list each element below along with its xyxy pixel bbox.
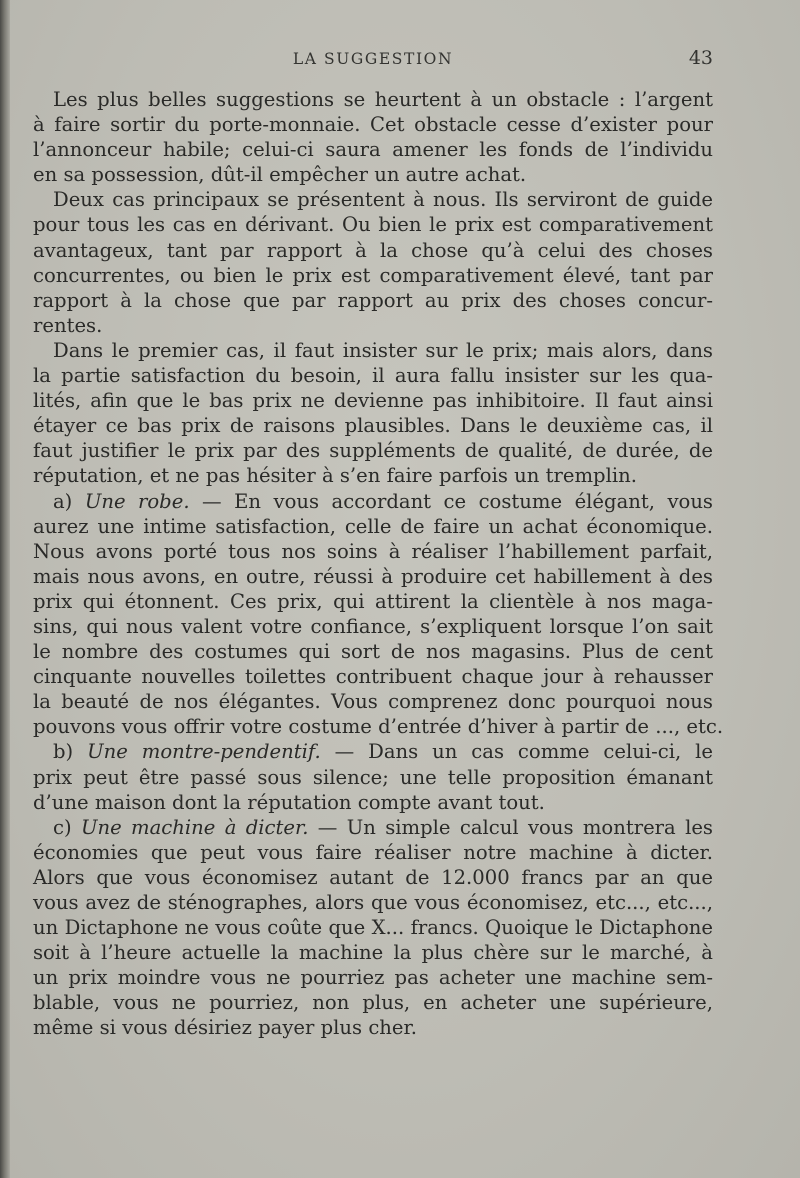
text-line xyxy=(33,739,713,764)
text-line: à faire sortir du porte-monnaie. Cet obstacle cesse d’exister pour xyxy=(33,113,713,137)
text-line: Nous avons porté tous nos soins à réaliser l’habillement parfait, xyxy=(33,539,713,563)
text-line: un Dictaphone ne vous coûte que X... francs. Quoique le Dictaphone xyxy=(33,916,713,940)
item-title: Une montre-pendentif. xyxy=(87,740,321,764)
text-line: sins, qui nous valent votre confiance, s’expliquent lorsque l’on sait xyxy=(33,614,713,638)
text-line: économies que peut vous faire réaliser notre machine à dicter. xyxy=(33,840,713,864)
item-label: a) xyxy=(53,489,73,513)
paragraph-a-robe xyxy=(33,489,724,740)
text-line: étayer ce bas prix de raisons plausibles. Dans le deuxième cas, il xyxy=(33,414,713,438)
text-line: avantageux, tant par rapport à la chose qu’à celui des choses xyxy=(33,238,713,262)
text-line: cinquante nouvelles toilettes contribuent chaque jour à rehausser xyxy=(33,665,713,689)
text-line: réputation, et ne pas hésiter à s’en faire parfois un tremplin. xyxy=(33,464,637,488)
item-title: Une machine à dicter. xyxy=(80,815,309,839)
text-run: — En vous accordant ce costume élégant, vous xyxy=(202,489,713,513)
paragraph-c-machine xyxy=(33,815,713,1041)
item-label: b) xyxy=(53,740,74,764)
text-line: la partie satisfaction du besoin, il aura fallu insister sur les qua- xyxy=(33,364,713,388)
running-title: LA SUGGESTION xyxy=(292,50,454,68)
text-line xyxy=(33,815,713,840)
paragraph-3 xyxy=(33,338,713,489)
item-label: c) xyxy=(53,815,72,839)
text-line: le nombre des costumes qui sort de nos magasins. Plus de cent xyxy=(33,640,713,664)
text-line: soit à l’heure actuelle la machine la plus chère sur le marché, à xyxy=(33,941,713,965)
text-line: Deux cas principaux se présentent à nous. Ils serviront de guide xyxy=(53,188,713,212)
text-line: pour tous les cas en dérivant. Ou bien le prix est comparativement xyxy=(33,213,713,237)
text-line: un prix moindre vous ne pourriez pas acheter une machine sem- xyxy=(33,966,713,990)
page-header xyxy=(33,47,713,74)
text-line: l’annonceur habile; celui-ci saura amener les fonds de l’individu xyxy=(33,138,713,162)
body-text xyxy=(33,87,724,1041)
text-run: — Dans un cas comme celui-ci, le xyxy=(334,740,713,764)
text-line: vous avez de sténographes, alors que vous économisez, etc..., etc..., xyxy=(33,891,713,914)
text-line: mais nous avons, en outre, réussi à produire cet habillement à des xyxy=(33,564,713,588)
text-line: Les plus belles suggestions se heurtent à un obstacle : l’argent xyxy=(53,88,713,111)
text-line: faut justifier le prix par des suppléments de qualité, de durée, de xyxy=(33,439,713,463)
text-line: rapport à la chose que par rapport au prix des choses concur- xyxy=(33,288,713,312)
text-line: en sa possession, dût-il empêcher un autre achat. xyxy=(33,163,527,187)
item-title: Une robe. xyxy=(84,489,190,513)
text-line: prix qui étonnent. Ces prix, qui attirent la clientèle à nos maga- xyxy=(33,589,713,613)
text-line: Dans le premier cas, il faut insister sur le prix; mais alors, dans xyxy=(53,338,713,362)
text-line: pouvons vous offrir votre costume d’entrée d’hiver à partir de ..., etc. xyxy=(33,715,724,739)
text-run: — Un simple calcul vous montrera les xyxy=(317,815,713,839)
text-line: d’une maison dont la réputation compte avant tout. xyxy=(33,790,545,814)
paragraph-b-montre xyxy=(33,739,713,814)
text-line: aurez une intime satisfaction, celle de faire un achat économique. xyxy=(33,514,713,538)
text-line: blable, vous ne pourriez, non plus, en acheter une supérieure, xyxy=(33,991,713,1015)
paragraph-1 xyxy=(33,87,713,187)
text-line: Alors que vous économisez autant de 12.000 francs par an que xyxy=(33,865,713,889)
binding-edge xyxy=(0,0,10,1178)
text-line: concurrentes, ou bien le prix est comparativement élevé, tant par xyxy=(33,263,713,287)
text-line: même si vous désiriez payer plus cher. xyxy=(33,1016,417,1040)
text-line: prix peut être passé sous silence; une telle proposition émanant xyxy=(33,765,713,789)
paragraph-2 xyxy=(33,187,713,338)
text-line: rentes. xyxy=(33,313,103,337)
text-line: lités, afin que le bas prix ne devienne pas inhibitoire. Il faut ainsi xyxy=(33,389,713,413)
page-number: 43 xyxy=(688,47,713,69)
text-line xyxy=(33,489,713,514)
text-line: la beauté de nos élégantes. Vous comprenez donc pourquoi nous xyxy=(33,690,713,714)
